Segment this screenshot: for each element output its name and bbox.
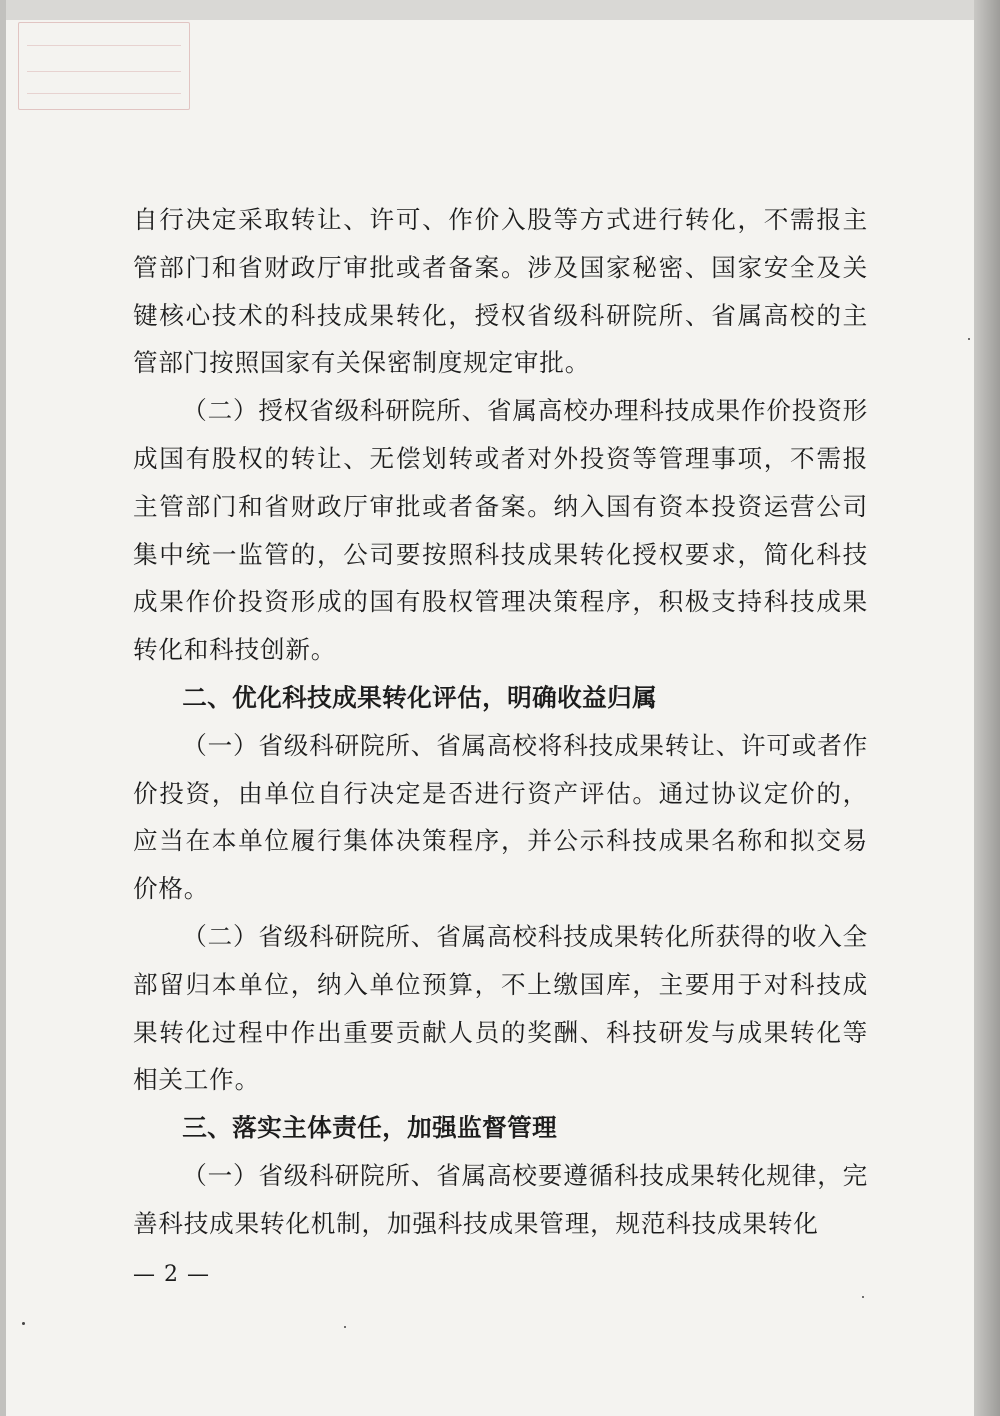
- stamp-line: [27, 45, 181, 46]
- paragraph: （二）省级科研院所、省属高校科技成果转化所获得的收入全部留归本单位，纳入单位预算，不上缴国库，主要用于对科技成果转化过程中作出重要贡献人员的奖酬、科技研发与成果转化等相关工作。: [133, 921, 868, 1095]
- stamp-line: [27, 71, 181, 72]
- stamp-line: [27, 93, 181, 94]
- scan-speck: [22, 1322, 25, 1325]
- scan-speck: [862, 1296, 864, 1298]
- document-body: [133, 196, 868, 1248]
- paragraph: （一）省级科研院所、省属高校将科技成果转让、许可或者作价投资，由单位自行决定是否进行资产评估。通过协议定价的，应当在本单位履行集体决策程序，并公示科技成果名称和拟交易价格。: [133, 730, 868, 904]
- paragraph-continuation: 自行决定采取转让、许可、作价入股等方式进行转化，不需报主管部门和省财政厅审批或者备案。涉及国家秘密、国家安全及关键核心技术的科技成果转化，授权省级科研院所、省属高校的主管部门按照国家有关保密制度规定审批。: [133, 205, 868, 378]
- faded-stamp-mark: [18, 22, 190, 110]
- paragraph: （二）授权省级科研院所、省属高校办理科技成果作价投资形成国有股权的转让、无偿划转或者对外投资等管理事项，不需报主管部门和省财政厅审批或者备案。纳入国有资本投资运营公司集中统一监管的，公司要按照科技成果转化授权要求，简化科技成果作价投资形成的国有股权管理决策程序，积极支持科技成果转化和科技创新。: [133, 396, 868, 665]
- section-heading: 二、优化科技成果转化评估，明确收益归属: [182, 682, 658, 712]
- section-heading: 三、落实主体责任，加强监督管理: [182, 1113, 558, 1143]
- scan-edge-left: [0, 0, 6, 1416]
- scan-speck: [344, 1326, 346, 1328]
- page-number: — 2 —: [133, 1262, 210, 1287]
- scan-speck: [968, 338, 970, 340]
- paragraph: （一）省级科研院所、省属高校要遵循科技成果转化规律，完善科技成果转化机制，加强科技成果管理，规范科技成果转化: [133, 1160, 868, 1238]
- scan-edge-top: [0, 0, 1000, 20]
- scan-edge-right: [974, 0, 1000, 1416]
